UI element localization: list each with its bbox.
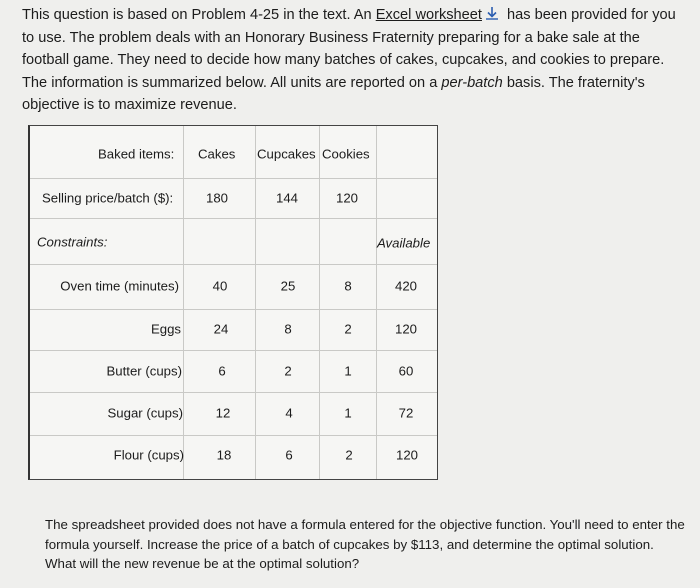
oven-cookies: 8 [344,278,352,294]
excel-worksheet-link[interactable]: Excel worksheet [375,7,482,23]
download-arrow-icon[interactable] [484,6,500,20]
row-label-eggs: Eggs [150,321,181,337]
butter-cakes: 6 [218,363,226,379]
sugar-cakes: 12 [215,405,231,421]
oven-cupcakes: 25 [280,278,296,294]
eggs-cookies: 2 [344,321,352,337]
constraints-label: Constraints: [37,234,108,250]
baked-items-label: Baked items: [98,146,175,162]
eggs-available: 120 [394,321,418,337]
price-cookies: 120 [335,190,359,206]
column-header-cupcakes: Cupcakes [257,146,316,162]
butter-available: 60 [398,363,414,379]
intro-text-part3: basis. The fraternity's objective is to maximize revenue. [22,74,645,113]
sugar-cookies: 1 [344,405,352,421]
flour-cakes: 18 [216,447,232,463]
column-header-cakes: Cakes [198,146,236,162]
butter-cupcakes: 2 [284,363,292,379]
row-label-sugar: Sugar (cups) [107,405,183,421]
row-label-oven-time: Oven time (minutes) [60,278,179,294]
bake-sale-table [28,125,438,480]
intro-text-part1: This question is based on Problem 4-25 in the text. An [22,7,376,23]
flour-available: 120 [395,447,419,463]
oven-available: 420 [394,278,418,294]
column-header-cookies: Cookies [322,146,370,162]
flour-cookies: 2 [345,447,353,463]
question-instructions: The spreadsheet provided does not have a formula entered for the objective function. You'll need to enter the formula yourself. Increase the price of a batch of cupcakes by $113, and determine the optimal solution. What will the new revenue be at the optimal solution? [45,517,685,571]
sugar-cupcakes: 4 [285,405,293,421]
question-intro [22,4,682,117]
intro-text-part2: has been provided for you to use. The problem deals with an Honorary Business Fraternity preparing for a bake sale at the football game. They need to decide how many batches of cakes, cupcakes, and cookies to prepare. The information is summarized below. All units are reported on a [22,7,676,91]
eggs-cupcakes: 8 [284,321,292,337]
row-label-flour: Flour (cups) [113,447,184,463]
row-label-butter: Butter (cups) [106,363,182,379]
flour-cupcakes: 6 [285,447,293,463]
available-label: Available [377,235,431,251]
selling-price-label: Selling price/batch ($): [42,190,174,206]
price-cupcakes: 144 [275,190,299,206]
price-cakes: 180 [205,190,229,206]
intro-emphasis: per-batch [441,74,503,91]
eggs-cakes: 24 [213,321,229,337]
oven-cakes: 40 [212,278,228,294]
butter-cookies: 1 [344,363,352,379]
sugar-available: 72 [398,405,414,421]
